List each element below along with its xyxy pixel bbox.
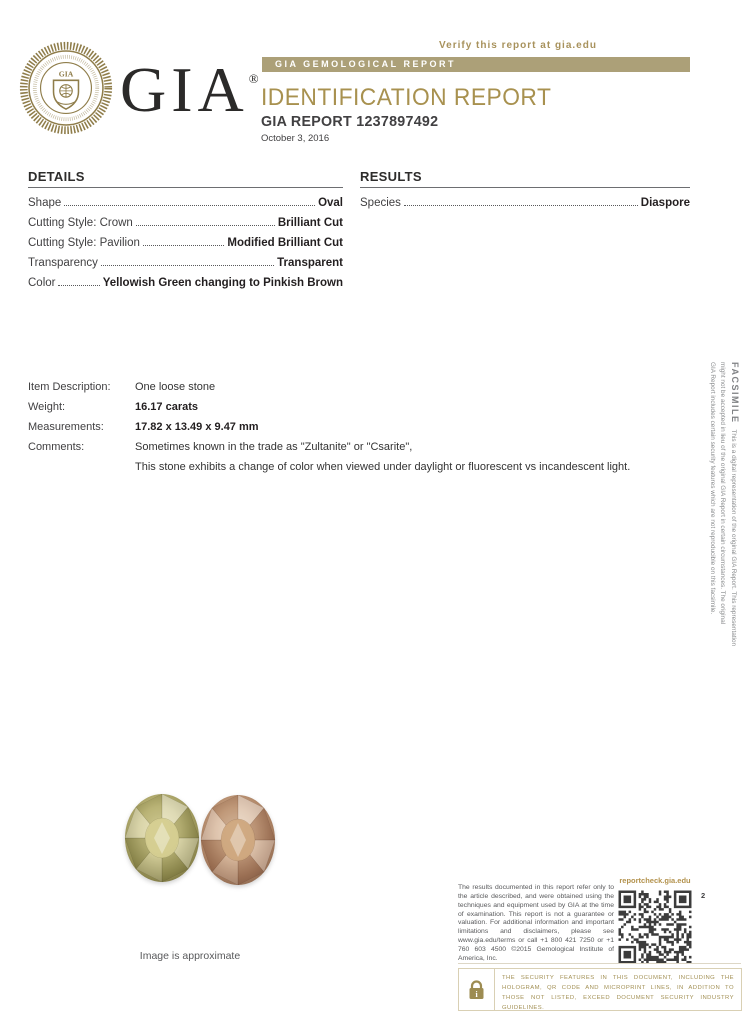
microprint-line (458, 963, 741, 964)
results-rule (360, 187, 690, 188)
report-type-banner: GIA GEMOLOGICAL REPORT (262, 57, 690, 72)
gem-brown-incandescent (201, 795, 275, 885)
detail-row-crown (28, 213, 343, 229)
facsimile-line-2: might not be accepted in lieu of the original GIA Report in certain circumstances. The original (719, 362, 727, 625)
item-row-comments (28, 441, 688, 453)
item-row-comments-cont (28, 461, 688, 473)
security-notice-text: THE SECURITY FEATURES IN THIS DOCUMENT, INCLUDING THE HOLOGRAM, QR CODE AND MICROPRINT LINES, IN ADDITION TO THOSE NOT LISTED, EXCEED DOCUMENT SECURITY INDUSTRY GUIDELINES. (502, 975, 734, 1011)
item-label: Measurements: (28, 421, 104, 433)
item-row-weight (28, 401, 688, 413)
qr-code (616, 888, 694, 966)
detail-label: Shape (28, 197, 62, 209)
item-row-description (28, 381, 688, 393)
footer-disclaimer: The results documented in this report refer only to the article described, and were obtained using the techniques and equipment used by GIA at the time of examination. This report is not a guarantee or valuation. For additional information and important limitations and disclaimers, please see www.gia.edu/terms or call +1 800 421 7250 or +1 760 603 4500 ©2015 Gemological Institute of America, Inc. (458, 884, 614, 962)
detail-label: Cutting Style: Crown (28, 217, 133, 229)
details-rule (28, 187, 343, 188)
svg-text:i: i (475, 988, 478, 999)
item-row-measurements (28, 421, 688, 433)
facsimile-line-1: FACSIMILEThis is a digital representation of the original GIA Report. This representation (730, 362, 740, 647)
detail-value: Modified Brilliant Cut (227, 237, 343, 249)
dot-leader (101, 265, 274, 266)
detail-row-shape (28, 193, 343, 209)
item-label: Comments: (28, 441, 85, 453)
detail-row-transparency (28, 253, 343, 269)
dot-leader (404, 205, 638, 206)
item-value: Sometimes known in the trade as "Zultanite" or "Csarite", (135, 441, 413, 453)
item-label (28, 461, 135, 473)
report-number: GIA REPORT 1237897492 (261, 113, 439, 130)
facsimile-line-3: GIA Report includes certain security features which are not reproducible on this facsimile. (709, 362, 716, 615)
detail-value: Oval (318, 197, 343, 209)
detail-value: Yellowish Green changing to Pinkish Brown (102, 277, 343, 289)
detail-label: Color (28, 277, 56, 289)
detail-value: Brilliant Cut (277, 217, 343, 229)
item-label: Item Description: (28, 381, 111, 393)
item-label: Weight: (28, 401, 66, 413)
reportcheck-url: reportcheck.gia.edu (619, 876, 691, 885)
detail-row-pavilion (28, 233, 343, 249)
page-number: 2 (701, 891, 706, 900)
svg-text:GIA: GIA (58, 69, 74, 79)
result-value: Diaspore (640, 197, 690, 209)
security-notice-box (458, 968, 742, 1011)
report-title: IDENTIFICATION REPORT (261, 84, 552, 111)
result-label: Species (360, 197, 401, 209)
facsimile-title: FACSIMILE (730, 362, 740, 424)
detail-row-color (28, 273, 343, 289)
lock-icon (459, 969, 495, 1010)
details-heading: DETAILS (28, 169, 85, 184)
dot-leader (58, 285, 99, 286)
item-value: This stone exhibits a change of color when viewed under daylight or fluorescent vs incandescent light. (135, 461, 631, 473)
item-value: One loose stone (135, 381, 216, 393)
gia-seal-logo (18, 40, 114, 136)
verify-link-text: Verify this report at gia.edu (439, 40, 597, 51)
dot-leader (143, 245, 224, 246)
gia-wordmark: GIA® (120, 54, 259, 125)
dot-leader (64, 205, 315, 206)
item-value: 16.17 carats (135, 401, 198, 413)
gemstone-photos (100, 770, 320, 910)
dot-leader (136, 225, 275, 226)
result-row-species (360, 193, 690, 209)
registered-mark: ® (248, 71, 259, 86)
image-caption: Image is approximate (139, 950, 241, 962)
item-value: 17.82 x 13.49 x 9.47 mm (135, 421, 259, 433)
detail-label: Transparency (28, 257, 98, 269)
detail-value: Transparent (277, 257, 343, 269)
results-heading: RESULTS (360, 169, 422, 184)
report-date: October 3, 2016 (261, 133, 330, 144)
gem-green-daylight (125, 794, 199, 882)
detail-label: Cutting Style: Pavilion (28, 237, 140, 249)
